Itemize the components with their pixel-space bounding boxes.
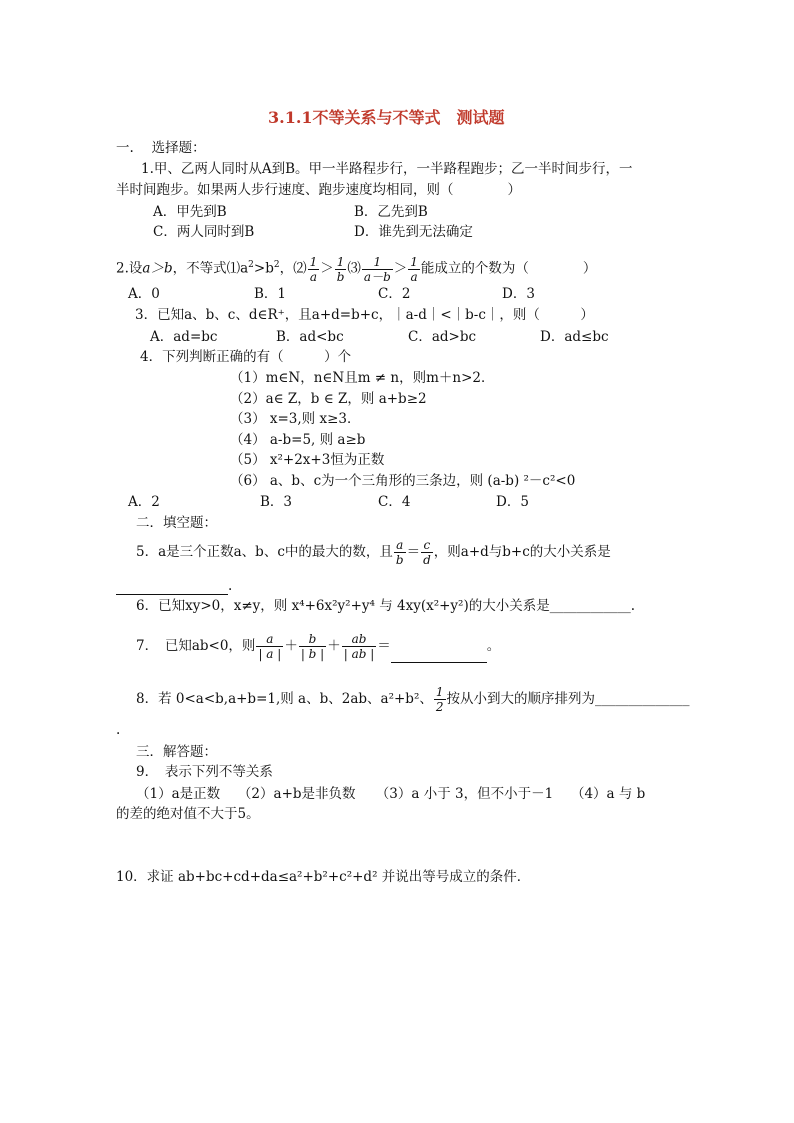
q2-condition: a＞b bbox=[142, 260, 173, 277]
q7-frac-b: $\frac{b}{| b |}$ bbox=[300, 632, 325, 661]
q2-option-d: D．3 bbox=[502, 286, 535, 302]
q5-tail: . bbox=[228, 578, 233, 594]
q4-option-b: B．3 bbox=[260, 494, 293, 510]
q1-line-1: 1.甲、乙两人同时从A到B。甲一半路程步行，一半路程跑步；乙一半时间步行，一 bbox=[141, 161, 633, 177]
q4-item-3: （3） x=3,则 x≥3． bbox=[230, 411, 361, 427]
q7-pre: 7． 已知ab<0，则 bbox=[136, 638, 256, 654]
q9-line-2: 的差的绝对值不大于5。 bbox=[116, 806, 260, 822]
q5-frac-a-over-b: $\frac{a}{b}$ bbox=[395, 538, 404, 567]
section-3-heading: 三．解答题： bbox=[136, 744, 217, 760]
q7-post: 。 bbox=[486, 638, 501, 654]
q2-post: 能成立的个数为（ ） bbox=[420, 260, 597, 277]
q7-eq: ＝ bbox=[377, 638, 391, 654]
q4-option-d: D．5 bbox=[496, 494, 529, 510]
section-2-heading: 二．填空题： bbox=[136, 515, 217, 531]
q10-stem: 10．求证 ab+bc+cd+da≤a²+b²+c²+d² 并说出等号成立的条件． bbox=[116, 869, 531, 885]
q5-answer-line bbox=[116, 578, 232, 595]
q3-option-c: C．ad>bc bbox=[408, 329, 477, 345]
q9-line-1: （1）a是正数 （2）a+b是非负数 （3）a 小于 3，但不小于－1 （4）a 与 b bbox=[136, 786, 646, 802]
q5-stem bbox=[136, 536, 611, 568]
q4-item-1: （1）m∈N，n∈N且m ≠ n，则m＋n>2． bbox=[230, 370, 495, 386]
q4-item-4: （4） a-b=5, 则 a≥b bbox=[230, 432, 366, 448]
q2-p2: ，⑵ bbox=[279, 260, 307, 277]
q7-stem bbox=[136, 630, 500, 663]
q8-frac-1-over-2: $\frac{1}{2}$ bbox=[435, 685, 444, 714]
q4-item-5: （5） x²+2x+3恒为正数 bbox=[230, 452, 385, 468]
q7-frac-ab: $\frac{ab}{| ab |}$ bbox=[343, 632, 375, 661]
q5-post: ，则a+d与b+c的大小关系是 bbox=[433, 544, 611, 560]
q2-mid2: >b bbox=[253, 260, 274, 277]
q2-exp-2: 2 bbox=[273, 260, 280, 270]
q7-plus-2: ＋ bbox=[327, 638, 341, 654]
q1-option-c: C．两人同时到B bbox=[153, 224, 255, 240]
q8-tail: . bbox=[116, 722, 121, 738]
q3-option-b: B．ad<bc bbox=[276, 329, 344, 345]
section-1-heading: 一. 选择题： bbox=[116, 140, 206, 156]
q2-mid: ，不等式⑴a bbox=[172, 260, 249, 277]
q4-option-c: C．4 bbox=[378, 494, 411, 510]
q6-stem: 6．已知xy>0，x≠y，则 x⁴+6x²y²+y⁴ 与 4xy(x²+y²)的大小关系是____________. bbox=[136, 598, 636, 614]
q9-stem: 9． 表示下列不等关系 bbox=[136, 764, 273, 780]
q7-plus-1: ＋ bbox=[284, 638, 298, 654]
q4-stem: 4．下列判断正确的有（ ）个 bbox=[140, 349, 352, 365]
q2-option-b: B．1 bbox=[254, 286, 287, 302]
q2-exp-1: 2 bbox=[248, 260, 254, 270]
q2-frac-1-over-a-minus-b: $\frac{1}{a-b}$ bbox=[363, 254, 391, 284]
q5-pre: 5．a是三个正数a、b、c中的最大的数，且 bbox=[136, 544, 393, 560]
q2-gt-1: ＞ bbox=[320, 260, 334, 277]
page-title: 3.1.1不等关系与不等式 测试题 bbox=[268, 108, 505, 127]
q4-item-2: （2）a∈ Z，b ∈ Z，则 a+b≥2 bbox=[230, 391, 427, 407]
q2-stem bbox=[116, 250, 596, 284]
q2-option-a: A．0 bbox=[128, 286, 160, 302]
q2-gt-2: ＞ bbox=[393, 260, 408, 277]
q8-pre: 8．若 0<a<b,a+b=1,则 a、b、2ab、a²+b²、 bbox=[136, 691, 433, 707]
q1-line-2: 半时间跑步。如果两人步行速度、跑步速度均相同，则（ ） bbox=[116, 182, 521, 198]
q1-option-d: D．谁先到无法确定 bbox=[354, 224, 473, 240]
q2-frac-1-over-b: $\frac{1}{b}$ bbox=[336, 254, 345, 284]
q4-option-a: A．2 bbox=[128, 494, 160, 510]
q2-p3: ⑶ bbox=[347, 260, 361, 277]
q3-option-a: A．ad=bc bbox=[150, 329, 218, 345]
q3-option-d: D．ad≤bc bbox=[540, 329, 609, 345]
q2-option-c: C．2 bbox=[378, 286, 411, 302]
q2-pre: 2.设 bbox=[116, 260, 143, 277]
q5-eq: ＝ bbox=[406, 544, 421, 560]
q7-frac-a: $\frac{a}{| a |}$ bbox=[258, 632, 282, 661]
q8-post: 按从小到大的顺序排列为______________ bbox=[446, 691, 690, 707]
q1-option-b: B．乙先到B bbox=[354, 204, 428, 220]
q2-frac-1-over-a: $\frac{1}{a}$ bbox=[309, 254, 318, 284]
q5-frac-c-over-d: $\frac{c}{d}$ bbox=[423, 538, 431, 567]
q8-stem bbox=[136, 682, 690, 716]
q4-item-6: （6） a、b、c为一个三角形的三条边，则 (a-b) ²－c²<0 bbox=[230, 473, 576, 489]
q2-frac-1-over-a-2: $\frac{1}{a}$ bbox=[410, 254, 418, 284]
q3-stem: 3．已知a、b、c、d∈R⁺，且a+d=b+c，｜a-d｜<｜b-c｜，则（ ） bbox=[135, 307, 594, 323]
q1-option-a: A．甲先到B bbox=[153, 204, 227, 220]
